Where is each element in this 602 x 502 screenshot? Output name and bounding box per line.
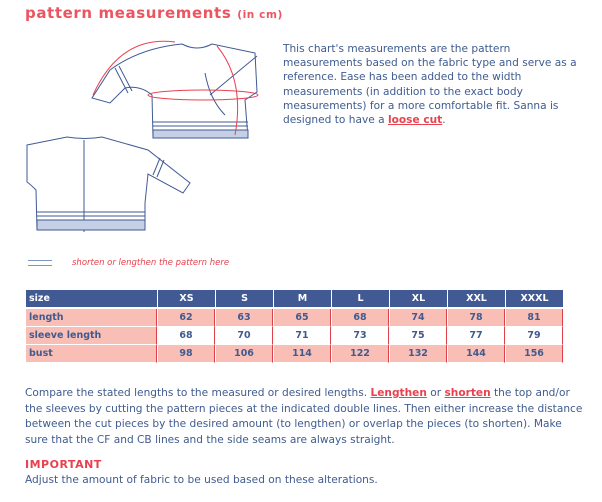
shorten-link[interactable]: shorten xyxy=(444,387,491,399)
title-unit: (in cm) xyxy=(237,9,283,21)
instructions-or: or xyxy=(426,387,445,399)
intro-paragraph xyxy=(283,42,583,127)
cell: 144 xyxy=(448,345,505,363)
instructions-text: Compare the stated lengths to the measured or desired lengths. xyxy=(25,387,371,399)
cell: 73 xyxy=(332,327,389,345)
row-label: bust xyxy=(26,345,157,363)
header-cell: XL xyxy=(390,290,447,309)
header-cell: XXL xyxy=(448,290,505,309)
instructions-paragraph xyxy=(25,386,585,448)
table-row xyxy=(26,327,563,345)
table-header-row xyxy=(26,290,563,309)
header-cell: M xyxy=(274,290,331,309)
back-view-drawing xyxy=(27,137,190,232)
header-cell: XS xyxy=(158,290,215,309)
legend xyxy=(28,258,229,268)
header-cell: XXXL xyxy=(506,290,563,309)
cell: 75 xyxy=(390,327,447,345)
cell: 114 xyxy=(274,345,331,363)
cell: 65 xyxy=(274,309,331,327)
cell: 81 xyxy=(506,309,563,327)
cell: 156 xyxy=(506,345,563,363)
header-cell: L xyxy=(332,290,389,309)
header-cell: size xyxy=(26,290,157,309)
row-label: length xyxy=(26,309,157,327)
size-table xyxy=(25,290,564,363)
double-line-icon xyxy=(28,260,52,266)
instructions-text-2: the top and/or the sleeves by cutting the pattern pieces at the indicated double lines. Then either increase the distance between the cut pieces by the desired amount (to lengthen) or overlap the pieces (to shorten). Make sure that the CF and CB lines and the side seams are always straight. xyxy=(25,387,583,446)
table-row xyxy=(26,309,563,327)
cell: 122 xyxy=(332,345,389,363)
cell: 106 xyxy=(216,345,273,363)
cell: 132 xyxy=(390,345,447,363)
important-heading: IMPORTANT xyxy=(25,458,102,471)
intro-text: This chart's measurements are the pattern measurements based on the fabric type and serve as a reference. Ease has been added to the width measurements (in addition to the exact body measurements) for a more comfortable fit. Sanna is designed to have a xyxy=(283,43,577,127)
row-label: sleeve length xyxy=(26,327,157,345)
cell: 70 xyxy=(216,327,273,345)
cell: 71 xyxy=(274,327,331,345)
cell: 74 xyxy=(390,309,447,327)
intro-end: . xyxy=(442,114,446,127)
legend-label: shorten or lengthen the pattern here xyxy=(72,258,230,268)
garment-illustration xyxy=(20,30,260,245)
page-title xyxy=(25,4,283,22)
header-cell: S xyxy=(216,290,273,309)
cell: 98 xyxy=(158,345,215,363)
cell: 68 xyxy=(332,309,389,327)
title-text: pattern measurements xyxy=(25,4,232,22)
cell: 79 xyxy=(506,327,563,345)
loose-cut-link[interactable]: loose cut xyxy=(387,114,443,127)
important-text: Adjust the amount of fabric to be used based on these alterations. xyxy=(25,474,378,486)
table-row xyxy=(26,345,563,363)
cell: 78 xyxy=(448,309,505,327)
cell: 63 xyxy=(216,309,273,327)
cell: 77 xyxy=(448,327,505,345)
lengthen-link[interactable]: Lengthen xyxy=(370,387,427,399)
cell: 62 xyxy=(158,309,215,327)
cell: 68 xyxy=(158,327,215,345)
